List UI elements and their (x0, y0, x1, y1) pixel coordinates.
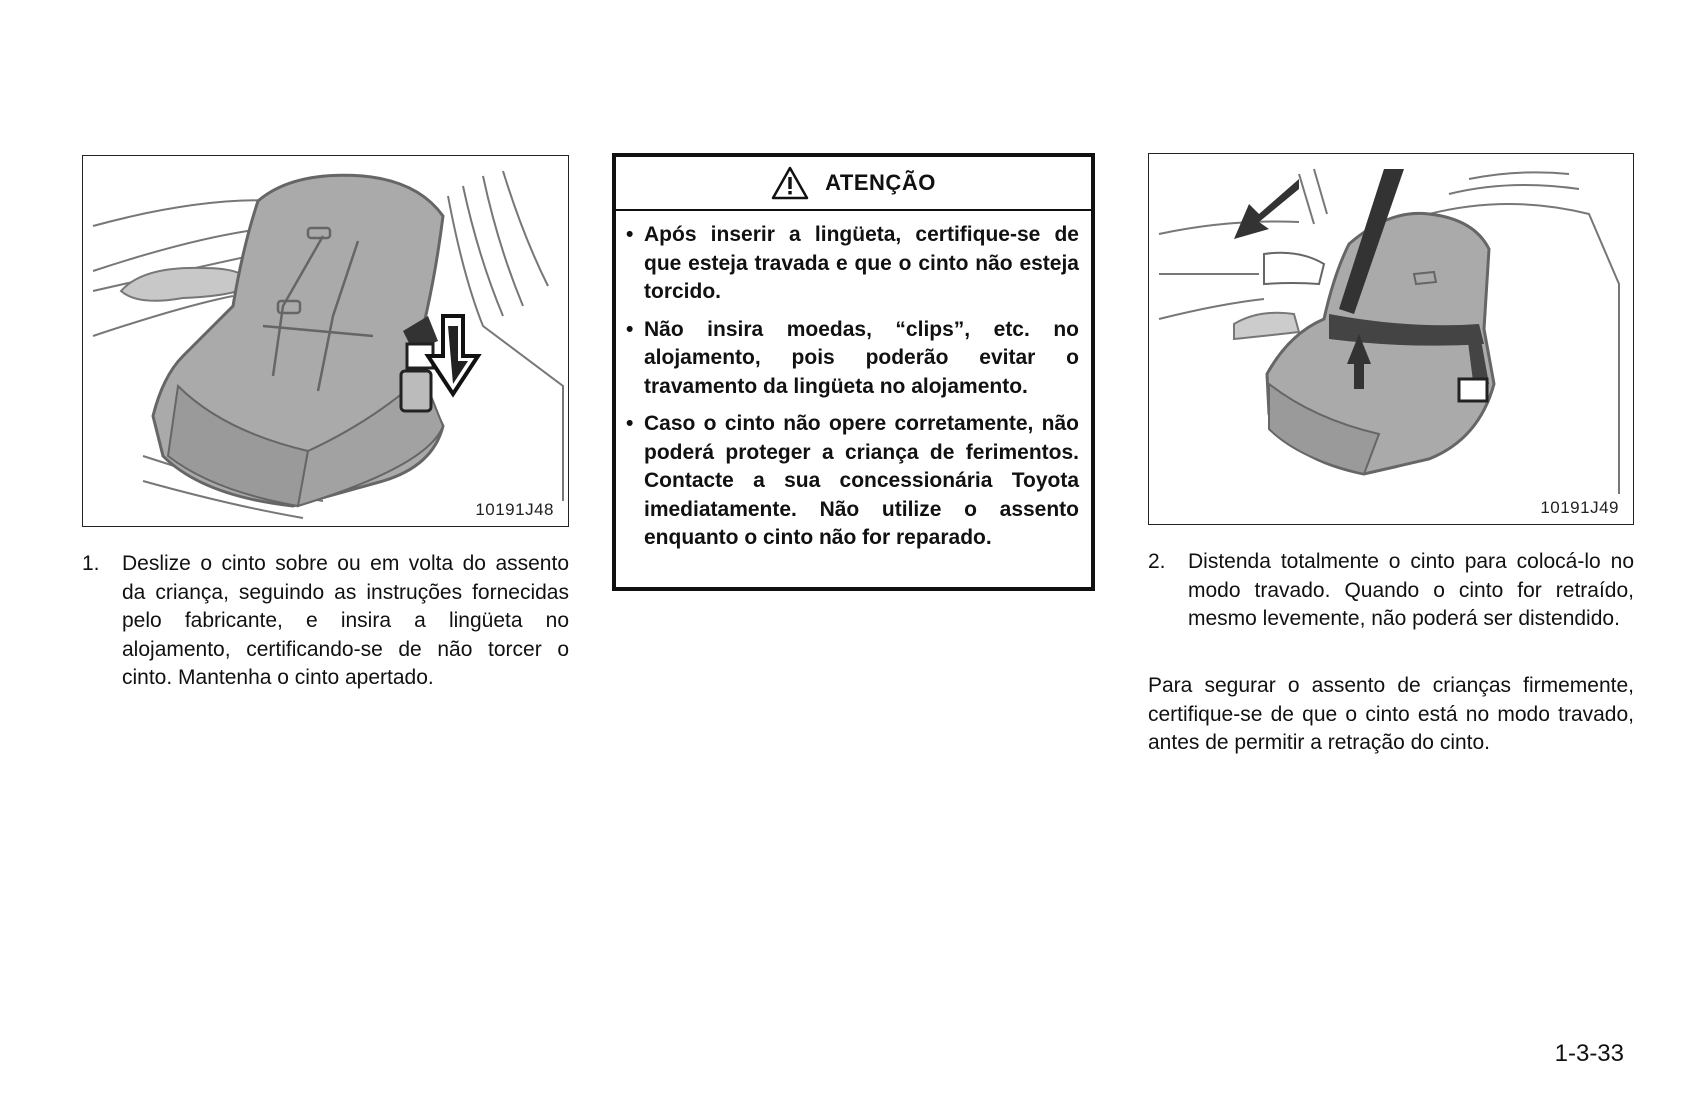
step-2 (1148, 548, 1634, 634)
figure-code: 10191J49 (1540, 498, 1619, 517)
step-1 (82, 550, 569, 693)
step-number: 1. (82, 552, 100, 575)
page-number: 1-3-33 (1554, 1040, 1624, 1067)
warning-item: • Não insira moedas, “clips”, etc. no alojamento, pois poderão evitar o travamento da lingüeta no alojamento. (626, 316, 1079, 402)
warning-item: • Após inserir a lingüeta, certifique-se de que esteja travada e que o cinto não esteja torcido. (626, 221, 1079, 307)
step-text: Distenda totalmente o cinto para colocá-lo no modo travado. Quando o cinto for retraído, mesmo levemente, não poderá ser distendido. (1188, 550, 1634, 630)
figure-belt-extend (1148, 153, 1634, 525)
child-seat-illustration (83, 156, 570, 528)
warning-header (616, 157, 1091, 211)
warning-box (612, 153, 1095, 591)
warning-list (616, 211, 1091, 553)
paragraph: Para segurar o assento de crianças firmemente, certifique-se de que o cinto está no modo travado, antes de permitir a retração do cinto. (1148, 674, 1634, 754)
child-seat-belt-illustration (1149, 154, 1635, 526)
figure-buckle-insert (82, 155, 569, 527)
step-number: 2. (1148, 550, 1166, 573)
warning-triangle-icon (771, 166, 809, 200)
step-text: Deslize o cinto sobre ou em volta do assento da criança, seguindo as instruções fornecidas pelo fabricante, e insira a lingüeta no alojamento, certificando-se de não torcer o cinto. Mantenha o cinto apertado. (122, 552, 569, 689)
warning-item: • Caso o cinto não opere corretamente, não poderá proteger a criança de ferimentos. Contacte a sua concessionária Toyota imediatamente. Não utilize o assento enquanto o cinto não for reparado. (626, 410, 1079, 553)
warning-title: ATENÇÃO (825, 170, 936, 195)
figure-code: 10191J48 (475, 500, 554, 519)
